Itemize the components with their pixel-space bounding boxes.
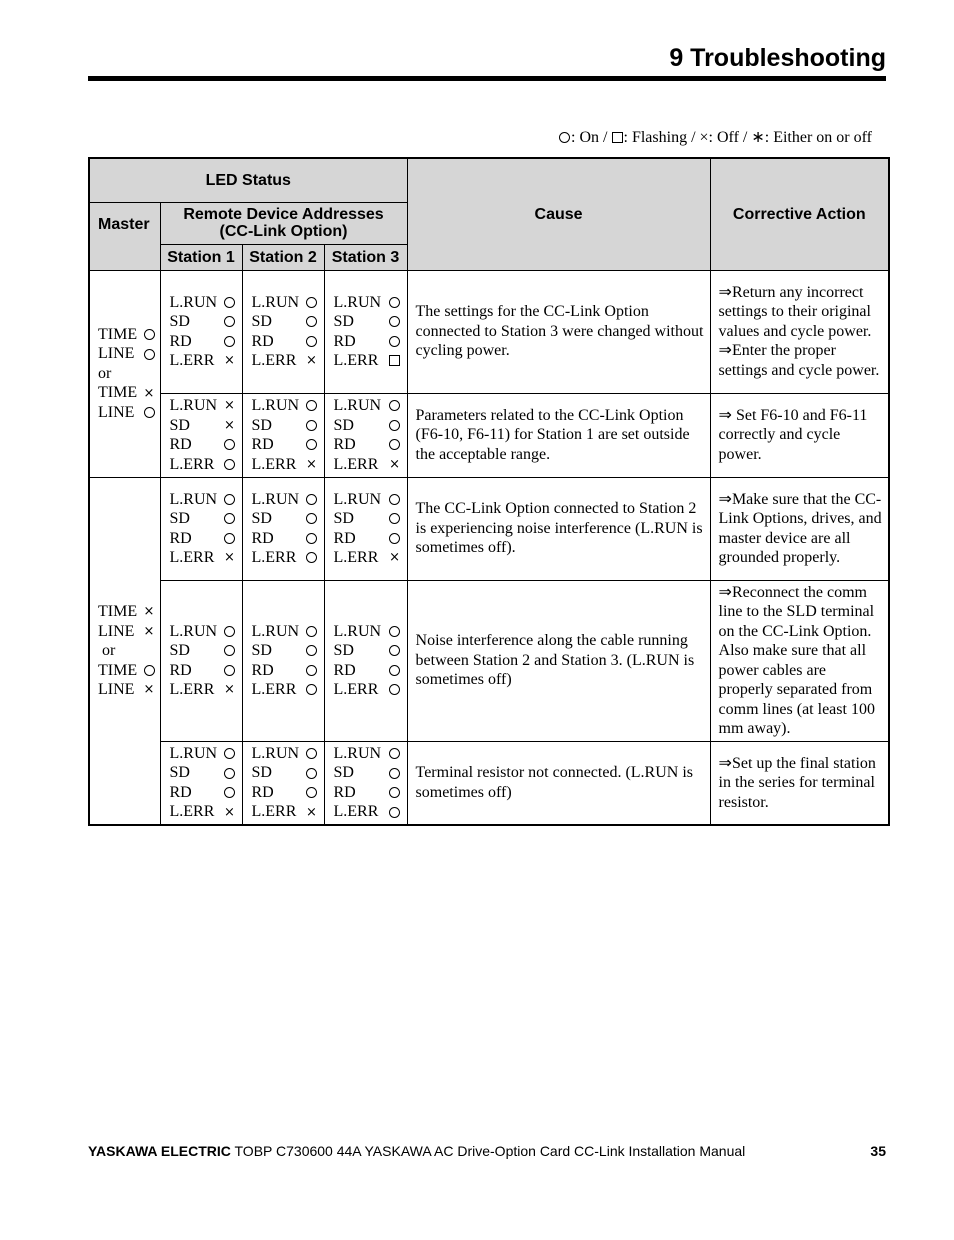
header-station3: Station 3 (324, 244, 407, 270)
led-label: L.ERR (169, 681, 215, 698)
table-row (89, 270, 889, 393)
led-label: L.RUN (169, 293, 218, 311)
header-remote-line2: (CC-Link Option) (219, 223, 348, 240)
station2-status-cell (242, 270, 324, 393)
led-on-icon (224, 336, 235, 347)
header-led-status: LED Status (89, 158, 407, 202)
led-off-icon: × (143, 623, 155, 639)
led-on-icon (144, 349, 155, 360)
led-label: SD (169, 642, 190, 659)
led-on-icon (389, 626, 400, 637)
led-label: RD (251, 332, 274, 350)
led-label: RD (169, 783, 192, 801)
led-label: L.ERR (251, 803, 297, 821)
led-label: L.ERR (333, 681, 379, 698)
led-label: L.ERR (251, 681, 297, 698)
corrective-action-cell: ⇒Make sure that the CC-Link Options, drives, and master device are all grounded properly. (710, 477, 889, 580)
led-label: RD (169, 661, 192, 679)
led-label: RD (333, 661, 356, 679)
led-label: L.RUN (251, 744, 300, 762)
led-label: TIME (98, 384, 138, 402)
led-label: L.RUN (251, 622, 300, 640)
led-on-icon (389, 316, 400, 327)
led-flashing-icon (389, 355, 400, 366)
led-on-icon (224, 665, 235, 676)
led-label: L.RUN (251, 397, 300, 414)
led-on-icon (389, 297, 400, 308)
legend-off-text: : Off / (708, 129, 752, 146)
led-label: TIME (98, 661, 138, 679)
led-label: SD (333, 313, 354, 330)
led-on-icon (389, 684, 400, 695)
led-on-icon (306, 533, 317, 544)
station3-status-cell (324, 741, 407, 825)
header-master: Master (89, 202, 160, 270)
legend-flashing-text: : Flashing / (623, 129, 700, 146)
corrective-action-cell: ⇒Return any incorrect settings to their original values and cycle power. ⇒Enter the proper settings and cycle power. (710, 270, 889, 393)
led-on-icon (306, 626, 317, 637)
station1-status-cell (160, 270, 242, 393)
led-on-icon (306, 420, 317, 431)
led-label: SD (169, 313, 190, 330)
header-remote-line1: Remote Device Addresses (183, 206, 384, 223)
led-flashing-icon (612, 132, 623, 143)
led-label: SD (251, 510, 272, 527)
led-off-icon: × (389, 456, 400, 472)
footer-brand: YASKAWA ELECTRIC (88, 1143, 231, 1159)
led-label: L.RUN (333, 622, 382, 640)
led-on-icon (306, 513, 317, 524)
led-label: L.ERR (333, 803, 379, 821)
led-label: SD (251, 313, 272, 330)
led-label: L.RUN (251, 490, 300, 508)
led-on-icon (559, 132, 570, 143)
station1-status-cell (160, 580, 242, 741)
header-station1: Station 1 (160, 244, 242, 270)
led-on-icon (306, 400, 317, 411)
led-label: SD (333, 642, 354, 659)
led-on-icon (224, 297, 235, 308)
led-on-icon (224, 533, 235, 544)
led-on-icon (389, 494, 400, 505)
led-label: L.RUN (169, 397, 218, 414)
header-corrective-action: Corrective Action (710, 158, 889, 270)
led-on-icon (306, 787, 317, 798)
led-label: RD (169, 529, 192, 547)
led-on-icon (224, 513, 235, 524)
led-label: SD (251, 416, 272, 434)
station2-status-cell (242, 477, 324, 580)
led-label: RD (251, 661, 274, 679)
led-label: TIME (98, 325, 138, 343)
legend-on-text: : On / (571, 129, 612, 146)
led-either-icon: ∗ (751, 129, 765, 146)
led-on-icon (224, 494, 235, 505)
led-on-icon (389, 336, 400, 347)
led-label: L.RUN (169, 622, 218, 640)
troubleshooting-table (88, 157, 890, 826)
cause-cell: The CC-Link Option connected to Station 2 is experiencing noise interference (L.RUN is sometimes off). (407, 477, 710, 580)
station2-status-cell (242, 741, 324, 825)
led-on-icon (306, 684, 317, 695)
led-label: L.RUN (169, 490, 218, 508)
station3-status-cell (324, 270, 407, 393)
led-on-icon (306, 645, 317, 656)
led-label: L.ERR (251, 455, 297, 473)
led-label: L.RUN (333, 397, 382, 414)
led-label: L.ERR (169, 549, 215, 566)
corrective-action-cell: ⇒Reconnect the comm line to the SLD terminal on the CC-Link Option. Also make sure that all power cables are properly separated from comm lines (at least 100 mm away). (710, 580, 889, 741)
led-label: LINE (98, 345, 135, 363)
led-on-icon (306, 494, 317, 505)
cause-cell: Noise interference along the cable running between Station 2 and Station 3. (L.RUN is sometimes off) (407, 580, 710, 741)
led-off-icon: × (143, 385, 155, 401)
led-on-icon (224, 439, 235, 450)
led-on-icon (389, 807, 400, 818)
led-label: LINE (98, 681, 135, 698)
header-remote-devices (160, 202, 407, 244)
led-on-icon (224, 316, 235, 327)
led-label: L.RUN (333, 744, 382, 762)
led-on-icon (306, 748, 317, 759)
table-row (89, 477, 889, 580)
led-on-icon (389, 439, 400, 450)
cause-cell: Parameters related to the CC-Link Option (F6-10, F6-11) for Station 1 are set outside the acceptable range. (407, 393, 710, 477)
led-label: L.ERR (333, 455, 379, 473)
station1-status-cell (160, 477, 242, 580)
led-label: RD (251, 436, 274, 453)
led-label: SD (169, 510, 190, 527)
table-row (89, 580, 889, 741)
led-on-icon (224, 459, 235, 470)
cause-cell: Terminal resistor not connected. (L.RUN is sometimes off) (407, 741, 710, 825)
page-number: 35 (870, 1143, 886, 1159)
led-label: SD (169, 416, 190, 434)
led-label: L.ERR (251, 549, 297, 566)
station3-status-cell (324, 477, 407, 580)
led-off-icon: × (306, 456, 317, 472)
led-off-icon: × (306, 804, 317, 820)
led-label: RD (333, 783, 356, 801)
station2-status-cell (242, 580, 324, 741)
led-label: RD (333, 436, 356, 453)
led-label: RD (251, 783, 274, 801)
corrective-action-cell: ⇒ Set F6-10 and F6-11 correctly and cycle power. (710, 393, 889, 477)
led-label: L.RUN (333, 490, 382, 508)
led-label: L.ERR (251, 352, 297, 369)
led-on-icon (389, 420, 400, 431)
led-label: L.ERR (169, 352, 215, 369)
legend-either-text: : Either on or off (764, 129, 872, 146)
led-label: SD (333, 764, 354, 782)
station3-status-cell (324, 580, 407, 741)
led-on-icon (224, 626, 235, 637)
led-off-icon: × (224, 398, 235, 414)
led-label: SD (251, 764, 272, 782)
led-on-icon (389, 748, 400, 759)
led-label: RD (251, 529, 274, 547)
led-on-icon (389, 533, 400, 544)
led-off-icon: × (389, 550, 400, 566)
led-legend (559, 127, 872, 147)
led-on-icon (389, 513, 400, 524)
led-label: LINE (98, 622, 135, 640)
or-label: or (98, 364, 112, 382)
led-label: L.ERR (169, 803, 215, 821)
title-rule (88, 76, 886, 81)
led-label: SD (333, 416, 354, 434)
led-off-icon: × (224, 417, 235, 433)
led-on-icon (306, 316, 317, 327)
led-label: L.ERR (333, 549, 379, 566)
led-on-icon (389, 645, 400, 656)
led-label: L.RUN (169, 744, 218, 762)
or-label: or (102, 642, 116, 659)
page-footer (88, 1143, 886, 1159)
led-on-icon (306, 768, 317, 779)
header-cause: Cause (407, 158, 710, 270)
led-label: LINE (98, 403, 135, 421)
led-label: RD (333, 529, 356, 547)
table-row (89, 393, 889, 477)
led-off-icon: × (306, 353, 317, 369)
station3-status-cell (324, 393, 407, 477)
led-on-icon (389, 787, 400, 798)
station1-status-cell (160, 393, 242, 477)
led-on-icon (306, 439, 317, 450)
footer-doc-title: TOBP C730600 44A YASKAWA AC Drive-Option Card CC-Link Installation Manual (230, 1143, 746, 1159)
led-on-icon (224, 748, 235, 759)
led-label: L.RUN (333, 293, 382, 311)
cause-cell: The settings for the CC-Link Option connected to Station 3 were changed without cycling power. (407, 270, 710, 393)
master-status-cell (89, 477, 160, 825)
led-off-icon: × (224, 804, 235, 820)
led-on-icon (144, 407, 155, 418)
led-on-icon (389, 665, 400, 676)
led-on-icon (224, 787, 235, 798)
led-label: RD (169, 332, 192, 350)
led-on-icon (224, 645, 235, 656)
led-label: L.ERR (333, 352, 379, 369)
led-on-icon (144, 665, 155, 676)
led-on-icon (224, 768, 235, 779)
led-label: L.RUN (251, 293, 300, 311)
led-label: L.ERR (169, 455, 215, 473)
led-off-icon: × (224, 550, 235, 566)
led-on-icon (306, 552, 317, 563)
chapter-title: 9 Troubleshooting (669, 44, 886, 72)
corrective-action-cell: ⇒Set up the final station in the series for terminal resistor. (710, 741, 889, 825)
station2-status-cell (242, 393, 324, 477)
led-on-icon (389, 400, 400, 411)
led-label: SD (333, 510, 354, 527)
led-off-icon: × (224, 353, 235, 369)
led-on-icon (144, 329, 155, 340)
led-off-icon: × (224, 682, 235, 698)
led-off-icon: × (699, 129, 709, 146)
led-on-icon (306, 665, 317, 676)
table-row (89, 741, 889, 825)
led-label: TIME (98, 603, 138, 620)
led-off-icon: × (143, 682, 155, 698)
master-status-cell (89, 270, 160, 477)
led-label: SD (251, 642, 272, 659)
led-on-icon (389, 768, 400, 779)
led-on-icon (306, 336, 317, 347)
station1-status-cell (160, 741, 242, 825)
led-off-icon: × (143, 604, 155, 620)
led-label: RD (333, 332, 356, 350)
header-station2: Station 2 (242, 244, 324, 270)
led-on-icon (306, 297, 317, 308)
led-label: RD (169, 436, 192, 453)
led-label: SD (169, 764, 190, 782)
